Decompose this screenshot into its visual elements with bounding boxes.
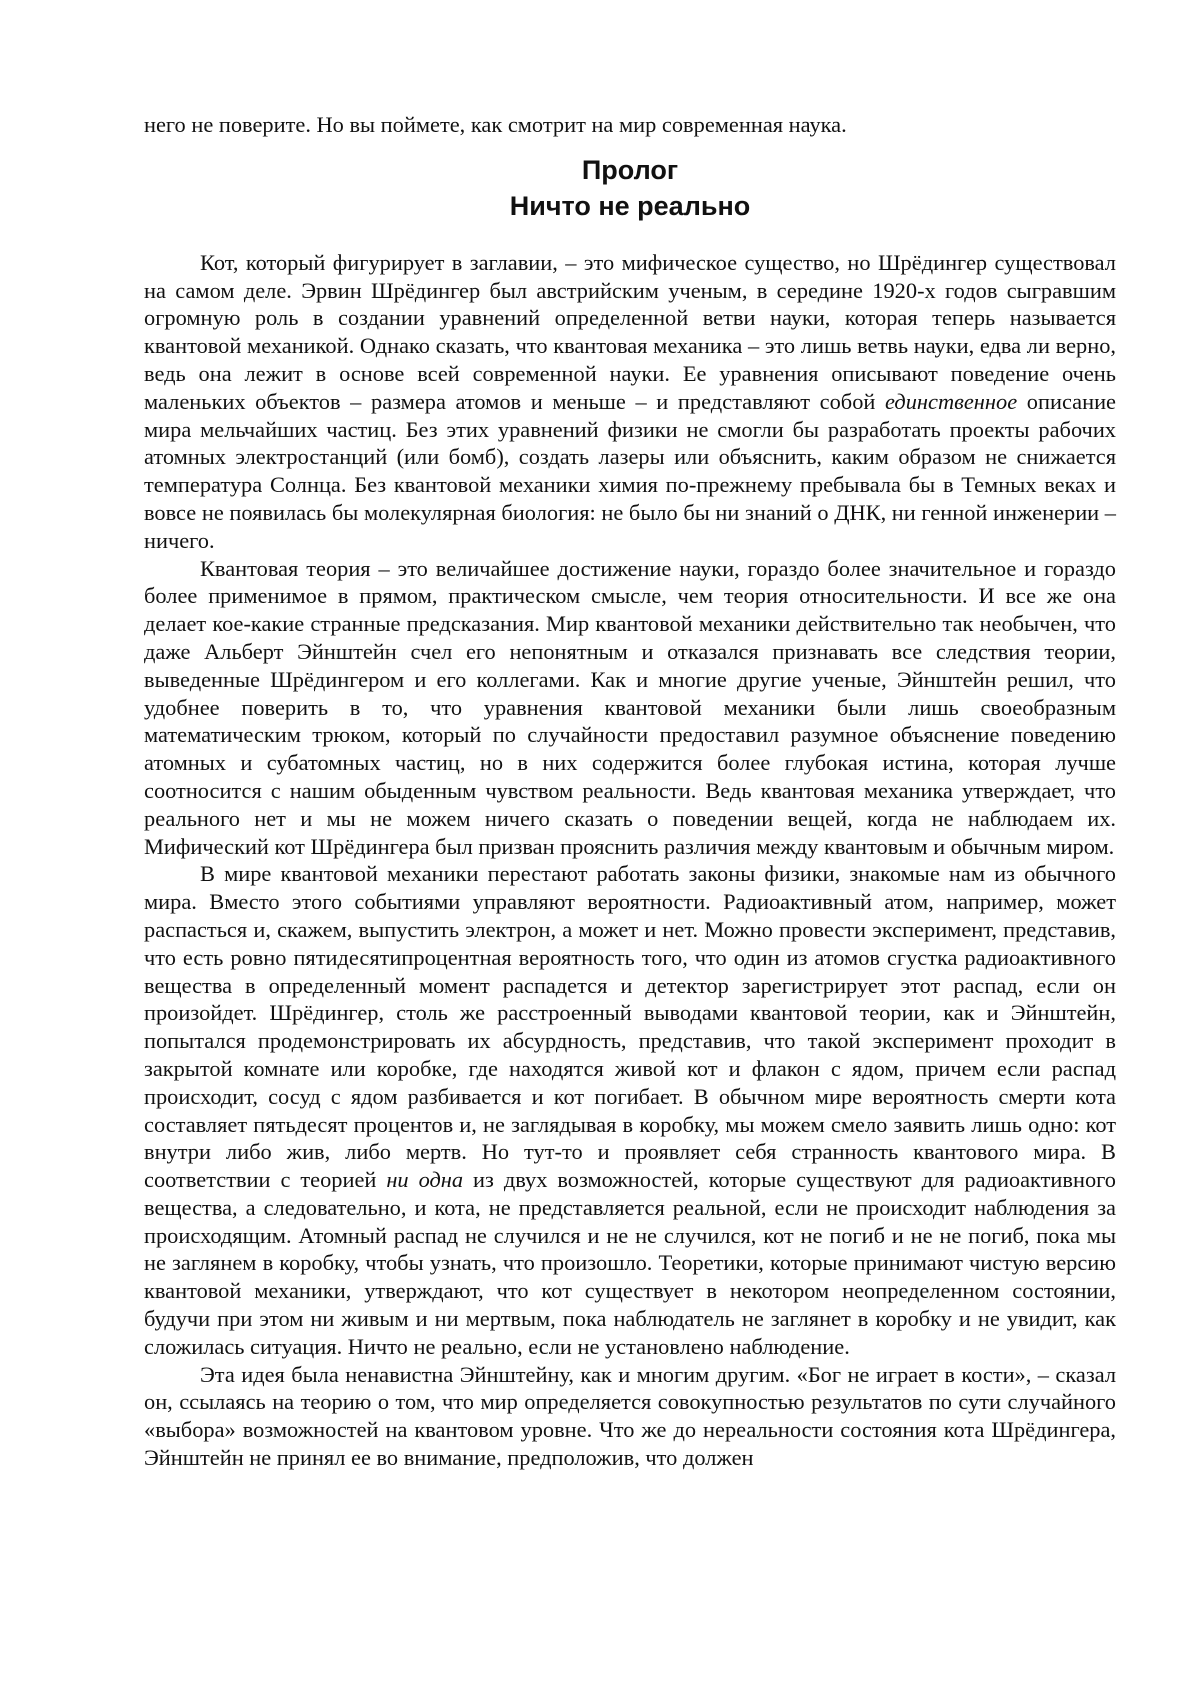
paragraph-4 — [144, 1361, 1116, 1472]
chapter-subtitle: Ничто не реально — [509, 190, 751, 221]
paragraph-3-text-a: В мире квантовой механики перестают работать законы физики, знакомые нам из обычного мира. Вместо этого событиями управляют вероятности. Радиоактивный атом, например, может распасться и, скажем, выпустить электрон, а может и нет. Можно провести эксперимент, представив, что есть ровно пятидесятипроцентная вероятность того, что один из атомов сгустка радиоактивного вещества в определенный момент распадется и детектор зарегистрирует этот распад, если он произойдет. Шрёдингер, столь же расстроенный выводами квантовой теории, как и Эйнштейн, попытался продемонстрировать их абсурдность, представив, что такой эксперимент проходит в закрытой комнате или коробке, где находятся живой кот и флакон с ядом, причем если распад происходит, сосуд с ядом разбивается и кот погибает. В обычном мире вероятность смерти кота составляет пятьдесят процентов и, не заглядывая в коробку, мы можем смело заявить лишь одно: кот внутри либо жив, либо мертв. Но тут-то и проявляет себя странность квантового мира. В соответствии с теорией — [144, 861, 1116, 1193]
paragraph-3-text-b: из двух возможностей, которые существуют для радиоактивного вещества, а следовательно, и кота, не представляется реальной, если не происходит наблюдения за происходящим. Атомный распад не случился и не не случился, кот не погиб и не не погиб, пока мы не заглянем в коробку, чтобы узнать, что произошло. Теоретики, которые принимают чистую версию квантовой механики, утверждают, что кот существует в некотором неопределенном состоянии, будучи при этом ни живым и ни мертвым, пока наблюдатель не заглянет в коробку и не увидит, как сложилась ситуация. Ничто не реально, если не установлено наблюдение. — [144, 1167, 1116, 1359]
text-column — [144, 111, 1116, 1472]
paragraph-2 — [144, 555, 1116, 861]
paragraph-3-emphasis: ни одна — [386, 1167, 464, 1193]
paragraph-1-text-b: описание мира мельчайших частиц. Без этих уравнений физики не смогли бы разработать проекты рабочих атомных электростанций (или бомб), создать лазеры или объяснить, каким образом не снижается температура Солнца. Без квантовой механики химия по-прежнему пребывала бы в Темных веках и вовсе не появилась бы молекулярная биология: не было бы ни знаний о ДНК, ни генной инженерии – ничего. — [144, 388, 1116, 553]
paragraph-4-text: Эта идея была ненавистна Эйнштейну, как и многим другим. «Бог не играет в кости», – сказал он, ссылаясь на теорию о том, что мир определяется совокупностью результатов по сути случайного «выбора» возможностей на квантовом уровне. Что же до нереальности состояния кота Шрёдингера, Эйнштейн не принял ее во внимание, предположив, что должен — [144, 1361, 1116, 1471]
chapter-title: Пролог — [581, 154, 679, 185]
paragraph-1-text-a: Кот, который фигурирует в заглавии, – это мифическое существо, но Шрёдингер существовал на самом деле. Эрвин Шрёдингер был австрийским ученым, в середине 1920-х годов сыгравшим огромную роль в создании уравнений определенной ветви науки, которая теперь называется квантовой механикой. Однако сказать, что квантовая механика – это лишь ветвь науки, едва ли верно, ведь она лежит в основе всей современной науки. Ее уравнения описывают поведение очень маленьких объектов – размера атомов и меньше – и представляют собой — [144, 249, 1116, 414]
paragraph-2-text: Квантовая теория – это величайшее достижение науки, гораздо более значительное и гораздо более применимое в прямом, практическом смысле, чем теория относительности. И все же она делает кое-какие странные предсказания. Мир квантовой механики действительно так необычен, что даже Альберт Эйнштейн счел его непонятным и отказался признавать все следствия теории, выведенные Шрёдингером и его коллегами. Как и многие другие ученые, Эйнштейн решил, что удобнее поверить в то, что уравнения квантовой механики были лишь своеобразным математическим трюком, который по случайности предоставил разумное объяснение поведению атомных и субатомных частиц, но в них содержится более глубокая истина, которая лучше соотносится с нашим обыденным чувством реальности. Ведь квантовая механика утверждает, что реального нет и мы не можем ничего сказать о поведении вещей, когда не наблюдаем их. Мифический кот Шрёдингера был призван прояснить различия между квантовым и обычным миром. — [144, 555, 1116, 859]
continued-text-line: него не поверите. Но вы поймете, как смотрит на мир современная наука. — [144, 112, 847, 137]
paragraph-1-emphasis: единственное — [885, 388, 1018, 414]
body-text — [144, 249, 1116, 1472]
paragraph-3 — [144, 860, 1116, 1360]
paragraph-1 — [144, 249, 1116, 555]
chapter-heading — [144, 152, 1116, 224]
